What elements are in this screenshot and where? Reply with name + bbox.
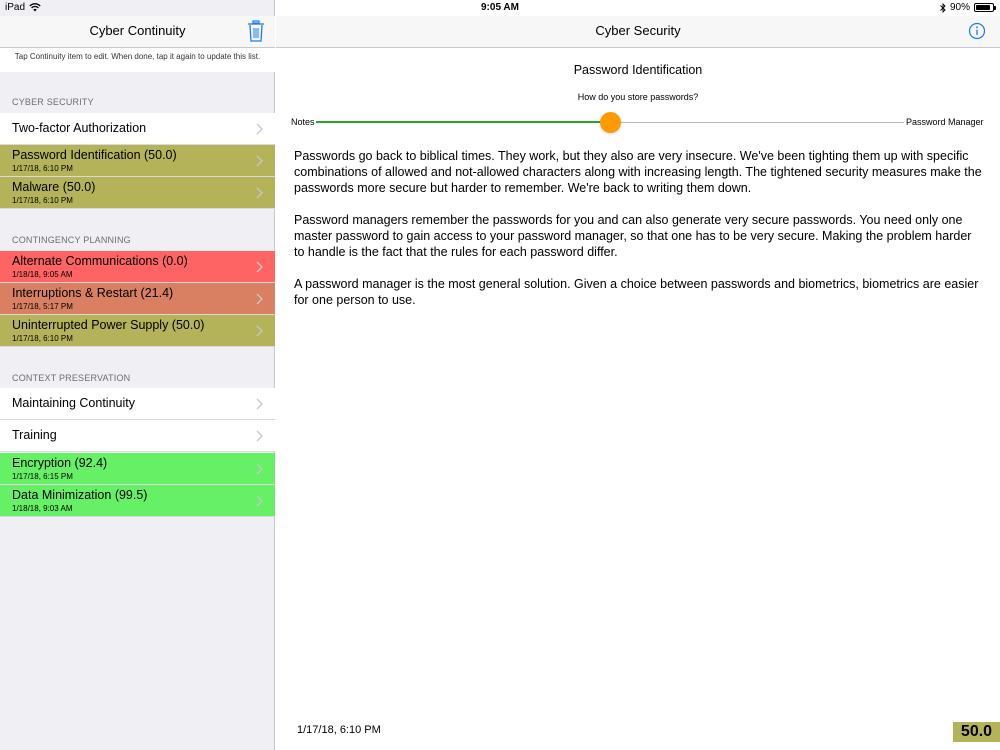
question-text: How do you store passwords? [577,92,699,102]
section-header-context-preservation: CONTEXT PRESERVATION [12,373,131,383]
status-bar [0,0,1000,16]
chevron-right-icon [256,325,263,337]
slider-fill [316,121,610,123]
list-item-data-minimization[interactable] [0,485,275,517]
master-list-panel [0,0,275,750]
list-item-uninterrupted-power-supply[interactable] [0,315,275,347]
chevron-right-icon [256,495,263,507]
bluetooth-icon [940,3,946,13]
battery-icon [974,3,994,12]
answer-slider[interactable] [316,112,904,132]
chevron-right-icon [256,187,263,199]
notes-paragraph: Password managers remember the passwords for you and can also generate very secure passwords. You need only one master password to gain access to your password manager, so that one has to be very secure. Making the problem harder to handle is the fact that the rules for each password differ. [294,213,972,259]
list-item-date: 1/18/18, 9:05 AM [12,270,73,279]
list-item-alternate-communications[interactable] [0,251,275,283]
slider-thumb[interactable] [600,112,621,133]
list-item-maintaining-continuity[interactable] [0,388,275,420]
list-item-title: Password Identification (50.0) [12,148,177,162]
chevron-right-icon [256,430,263,442]
device-label: iPad [5,2,26,13]
left-nav-bar [0,16,275,48]
list-item-title: Interruptions & Restart (21.4) [12,286,174,300]
list-item-title: Data Minimization (99.5) [12,488,148,502]
battery-percent: 90% [949,2,970,13]
section-header-cyber-security: CYBER SECURITY [12,97,94,107]
list-item-title: Alternate Communications (0.0) [12,254,188,268]
chevron-right-icon [256,293,263,305]
notes-paragraph: A password manager is the most general solution. Given a choice between passwords and biometrics, biometrics are easier for one person to use. [294,277,979,307]
edit-hint: Tap Continuity item to edit. When done, tap it again to update this list. [0,48,275,72]
detail-nav-title: Cyber Security [595,23,681,38]
chevron-right-icon [256,398,263,410]
score-badge: 50.0 [953,722,1000,742]
chevron-right-icon [256,261,263,273]
notes-text[interactable] [294,148,984,324]
notes-paragraph: Passwords go back to biblical times. They work, but they also are very insecure. We've been tighting them up with specific combinations of allowed and not-allowed characters along with increasing length. The tightened security measures make the passwords more secure but harder to remember. We're back to writing them down. [294,149,982,195]
list-item-date: 1/17/18, 6:10 PM [12,196,73,205]
slider-max-label: Password Manager [906,117,984,127]
list-item-encryption[interactable] [0,453,275,485]
slider-min-label: Notes [291,117,315,127]
chevron-right-icon [256,463,263,475]
list-item-title: Maintaining Continuity [12,396,135,410]
status-time: 9:05 AM [481,2,519,13]
list-item-date: 1/17/18, 5:17 PM [12,302,73,311]
info-icon[interactable] [968,22,986,40]
list-item-title: Uninterrupted Power Supply (50.0) [12,318,205,332]
list-item-date: 1/17/18, 6:15 PM [12,472,73,481]
footer-date: 1/17/18, 6:10 PM [297,724,381,736]
list-item-password-identification[interactable] [0,145,275,177]
list-item-training[interactable] [0,420,275,452]
list-item-title: Malware (50.0) [12,180,96,194]
list-item-interruptions-restart[interactable] [0,283,275,315]
chevron-right-icon [256,155,263,167]
detail-nav-bar [276,16,1000,48]
list-item-title: Two-factor Authorization [12,121,147,135]
trash-icon[interactable] [247,20,265,42]
list-item-title: Training [12,428,57,442]
section-header-contingency-planning: CONTINGENCY PLANNING [12,235,131,245]
list-item-malware[interactable] [0,177,275,209]
list-item-date: 1/17/18, 6:10 PM [12,334,73,343]
list-item-two-factor-authorization[interactable] [0,113,275,145]
status-right [940,2,994,13]
list-item-date: 1/17/18, 6:10 PM [12,164,73,173]
left-nav-title: Cyber Continuity [89,23,186,38]
list-item-date: 1/18/18, 9:03 AM [12,504,73,513]
detail-title: Password Identification [573,63,703,77]
chevron-right-icon [256,123,263,135]
list-item-title: Encryption (92.4) [12,456,108,470]
